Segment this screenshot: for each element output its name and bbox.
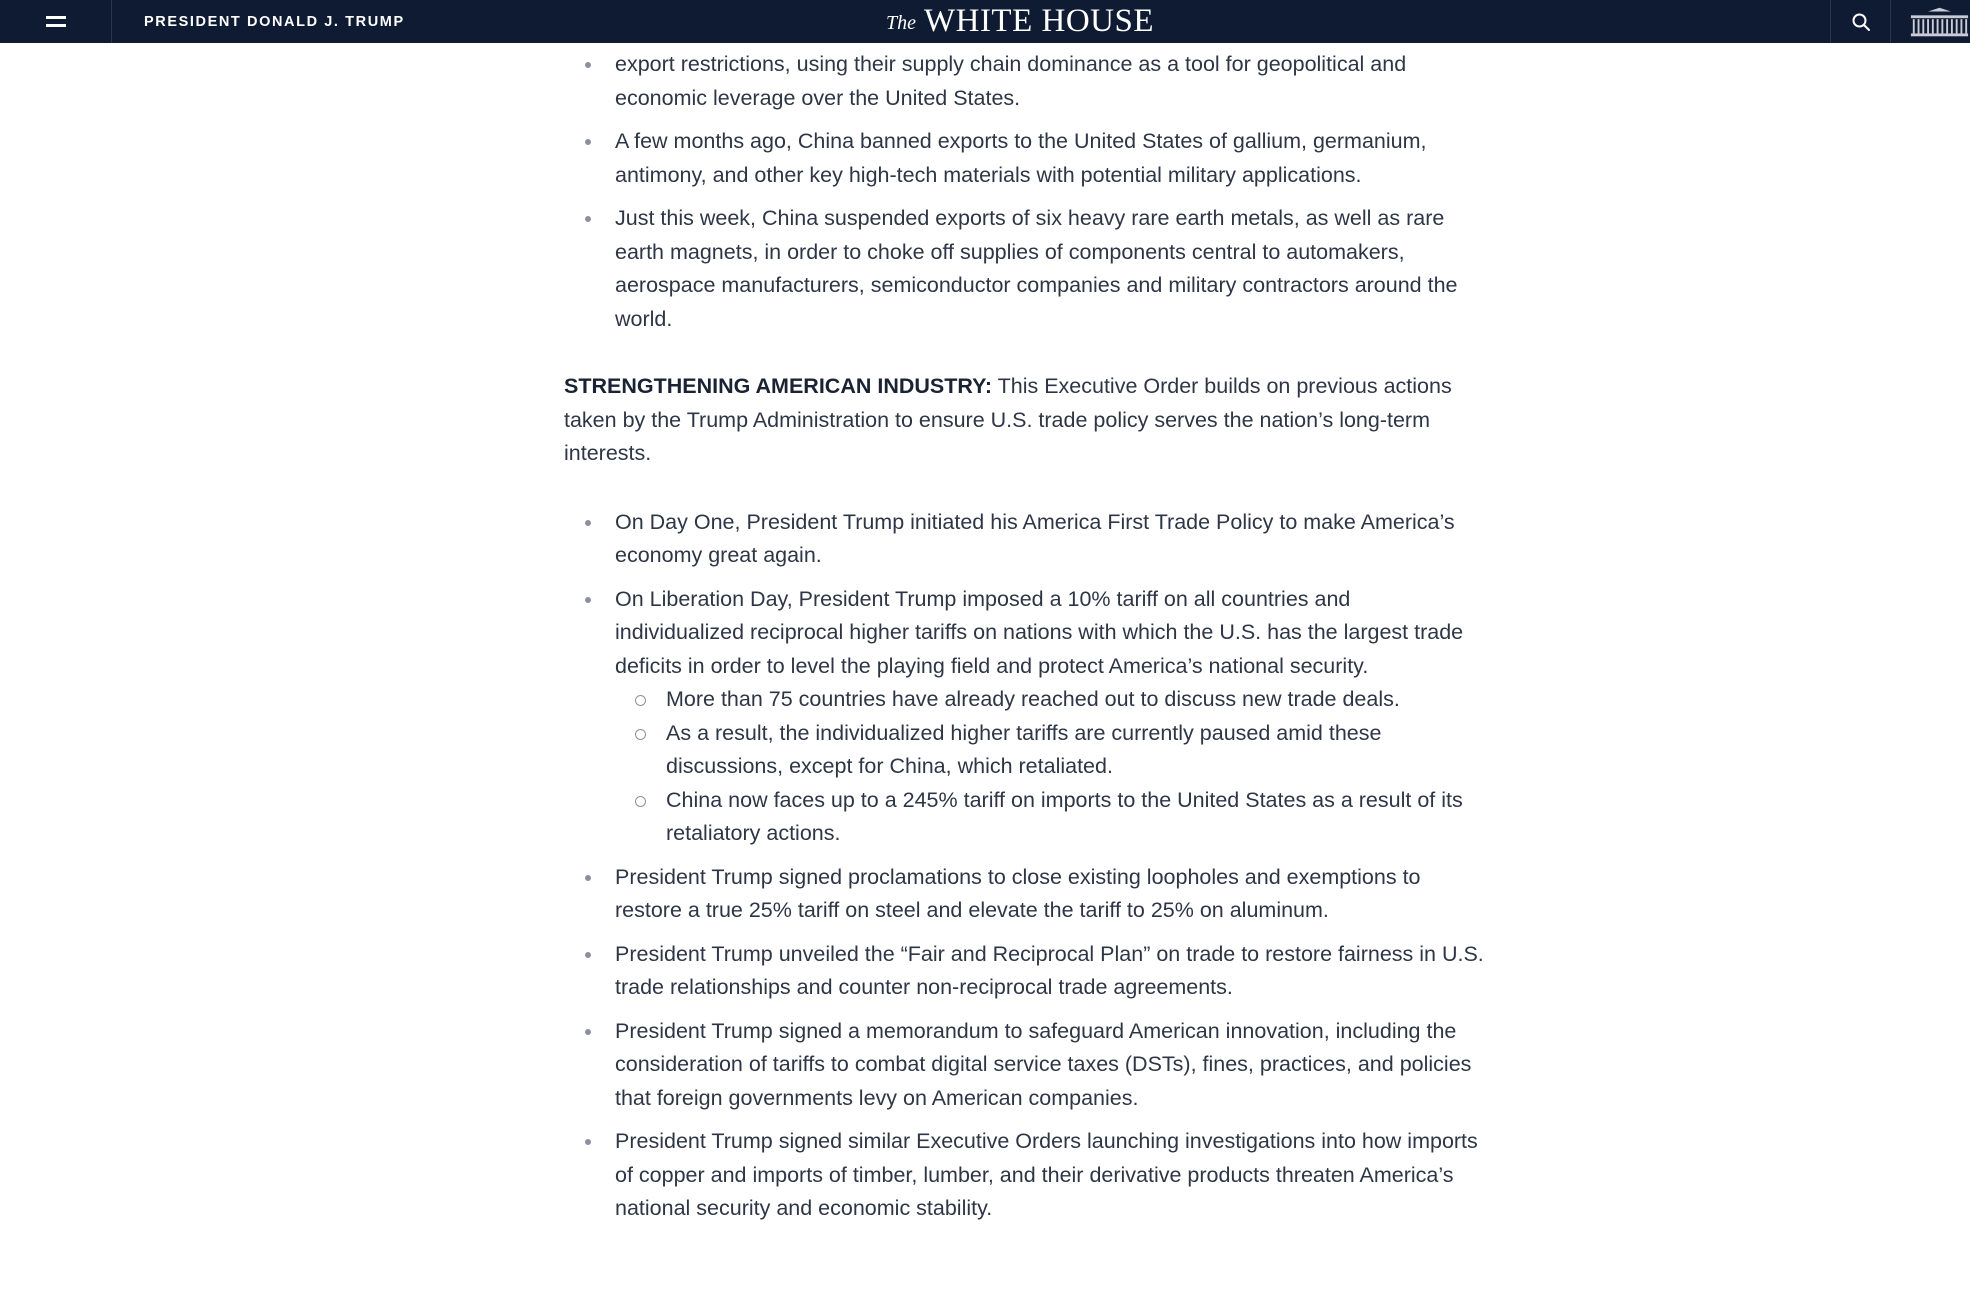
section-heading: STRENGTHENING AMERICAN INDUSTRY: xyxy=(564,374,993,398)
sub-list xyxy=(615,683,1484,851)
list-item: President Trump signed proclamations to close existing loopholes and exemptions to restore a true 25% tariff on steel and elevate the tariff to 25% on aluminum. xyxy=(564,861,1484,928)
search-icon xyxy=(1851,12,1871,32)
logo-name: WHITE HOUSE xyxy=(923,3,1155,39)
list-item: Just this week, China suspended exports of six heavy rare earth metals, as well as rare earth magnets, in order to choke off supplies of components central to automakers, aerospace manufacturers, semiconductor companies and military contractors around the world. xyxy=(564,202,1484,336)
list-item-text: On Liberation Day, President Trump imposed a 10% tariff on all countries and individualized reciprocal higher tariffs on nations with which the U.S. has the largest trade deficits in order to level the playing field and protect America’s national security. xyxy=(615,586,1464,678)
header-tools xyxy=(1830,0,1970,43)
section-paragraph xyxy=(564,370,1484,471)
top-navigation-bar xyxy=(0,0,1970,43)
list-item: President Trump signed similar Executive Orders launching investigations into how imports of copper and imports of timber, lumber, and their derivative products threaten America’s national security and economic stability. xyxy=(564,1125,1484,1226)
list-item: A few months ago, China banned exports to the United States of gallium, germanium, antimony, and other key high-tech materials with potential military applications. xyxy=(564,125,1484,192)
hamburger-icon xyxy=(46,16,66,27)
sub-list-item: China now faces up to a 245% tariff on imports to the United States as a result of its retaliatory actions. xyxy=(615,784,1484,851)
white-house-icon xyxy=(1909,7,1970,37)
sub-list-item: As a result, the individualized higher tariffs are currently paused amid these discussions, except for China, which retaliated. xyxy=(615,717,1484,784)
list-item: On Day One, President Trump initiated his America First Trade Policy to make America’s economy great again. xyxy=(564,506,1484,573)
logo-prefix: The xyxy=(885,12,916,34)
search-button[interactable] xyxy=(1830,0,1890,43)
list-item: export restrictions, using their supply chain dominance as a tool for geopolitical and economic leverage over the United States. xyxy=(564,48,1484,115)
section-text: This Executive Order builds on previous actions taken by the Trump Administration to ensure U.S. trade policy serves the nation’s long-term interests. xyxy=(564,374,1452,465)
site-title-link[interactable]: PRESIDENT DONALD J. TRUMP xyxy=(144,13,405,30)
list-item: President Trump unveiled the “Fair and Reciprocal Plan” on trade to restore fairness in U.S. trade relationships and counter non-reciprocal trade agreements. xyxy=(564,938,1484,1005)
trump-actions-list xyxy=(564,506,1484,1226)
article-body xyxy=(564,43,1484,1226)
white-house-building-button[interactable] xyxy=(1890,0,1970,43)
china-actions-list xyxy=(564,48,1484,336)
list-item xyxy=(564,583,1484,851)
sub-list-item: More than 75 countries have already reached out to discuss new trade deals. xyxy=(615,683,1484,717)
menu-button[interactable] xyxy=(0,0,112,43)
list-item: President Trump signed a memorandum to safeguard American innovation, including the consideration of tariffs to combat digital service taxes (DSTs), fines, practices, and policies that foreign governments levy on American companies. xyxy=(564,1015,1484,1116)
